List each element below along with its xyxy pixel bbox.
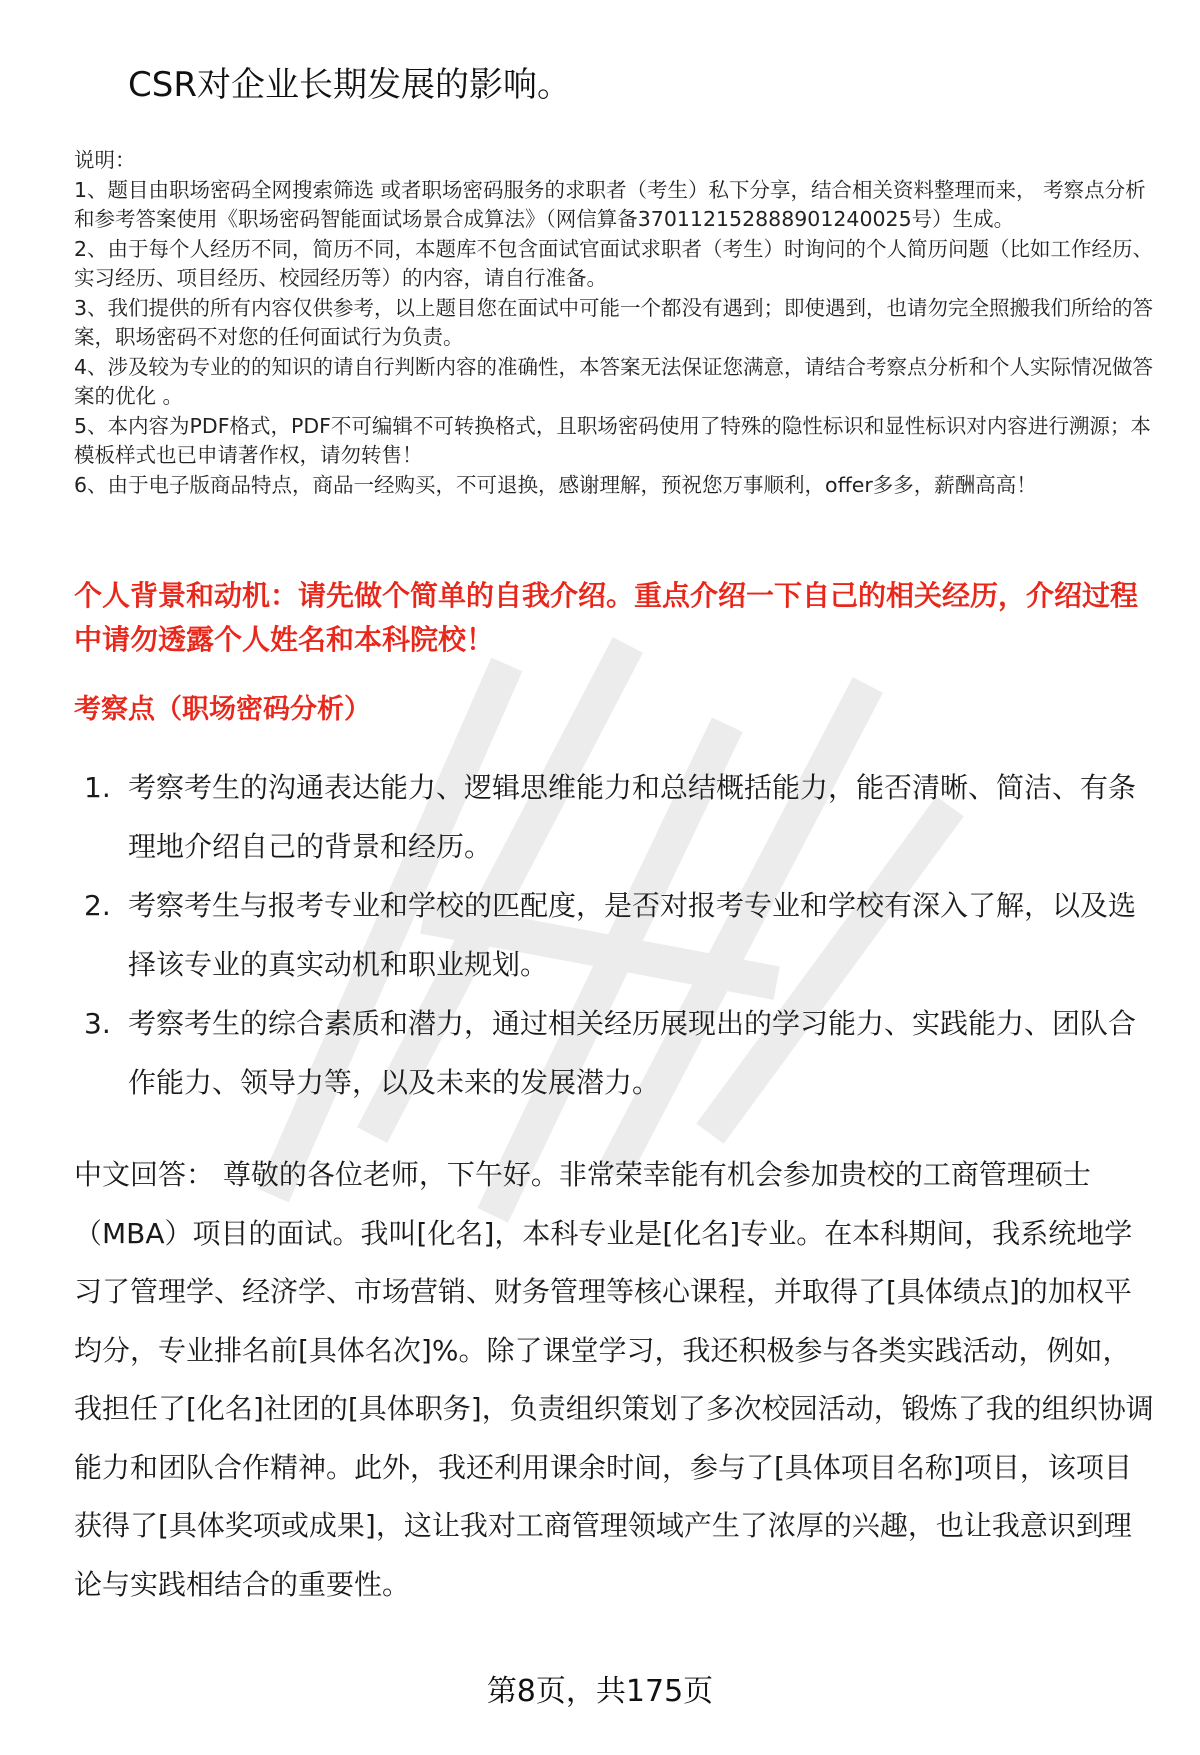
analysis-point [74, 876, 1154, 994]
analysis-point [74, 758, 1154, 876]
note-item: 4、涉及较为专业的的知识的请自行判断内容的准确性，本答案无法保证您满意，请结合考察点分析和个人实际情况做答案的优化 。 [74, 354, 1154, 408]
note-item: 5、本内容为PDF格式，PDF不可编辑不可转换格式，且职场密码使用了特殊的隐性标识和显性标识对内容进行溯源；本模板样式也已申请著作权，请勿转售！ [74, 413, 1151, 467]
note-item: 1、题目由职场密码全网搜索筛选 或者职场密码服务的求职者（考生）私下分享，结合相关资料整理而来， 考察点分析和参考答案使用《职场密码智能面试场景合成算法》（网信算备370112152888901240025号）生成。 [74, 177, 1146, 231]
note-item: 2、由于每个人经历不同，简历不同，本题库不包含面试官面试求职者（考生）时询问的个人简历问题（比如工作经历、实习经历、项目经历、校园经历等）的内容，请自行准备。 [74, 236, 1154, 290]
point-number: 1. [84, 771, 111, 804]
note-item: 6、由于电子版商品特点，商品一经购买，不可退换，感谢理解，预祝您万事顺利，offer多多，薪酬高高！ [74, 472, 1037, 497]
point-text: 考察考生与报考专业和学校的匹配度，是否对报考专业和学校有深入了解，以及选择该专业的真实动机和职业规划。 [128, 889, 1137, 981]
note-item: 3、我们提供的所有内容仅供参考，以上题目您在面试中可能一个都没有遇到；即使遇到，也请勿完全照搬我们所给的答案，职场密码不对您的任何面试行为负责。 [74, 295, 1154, 349]
point-text: 考察考生的沟通表达能力、逻辑思维能力和总结概括能力，能否清晰、简洁、有条理地介绍自己的背景和经历。 [128, 771, 1137, 863]
interview-question: 个人背景和动机：请先做个简单的自我介绍。重点介绍一下自己的相关经历，介绍过程中请勿透露个人姓名和本科院校！ [74, 579, 1139, 656]
point-text: 考察考生的综合素质和潜力，通过相关经历展现出的学习能力、实践能力、团队合作能力、领导力等，以及未来的发展潜力。 [128, 1007, 1137, 1099]
notes-label: 说明： [74, 148, 136, 172]
analysis-points-list [74, 758, 1154, 1112]
point-number: 2. [84, 889, 111, 922]
page-number: 第8页，共175页 [486, 1674, 714, 1709]
point-number: 3. [84, 1007, 111, 1040]
notes-section [74, 146, 1154, 500]
analysis-point [74, 994, 1154, 1112]
analysis-title: 考察点（职场密码分析） [74, 694, 371, 725]
answer-text: 中文回答： 尊敬的各位老师，下午好。非常荣幸能有机会参加贵校的工商管理硕士（MBA）项目的面试。我叫[化名]，本科专业是[化名]专业。在本科期间，我系统地学习了管理学、经济学、市场营销、财务管理等核心课程，并取得了[具体绩点]的加权平均分，专业排名前[具体名次]%。除了课堂学习，我还积极参与各类实践活动，例如，我担任了[化名]社团的[具体职务]，负责组织策划了多次校园活动，锻炼了我的组织协调能力和团队合作精神。此外，我还利用课余时间，参与了[具体项目名称]项目，该项目获得了[具体奖项或成果]，这让我对工商管理领域产生了浓厚的兴趣，也让我意识到理论与实践相结合的重要性。 [74, 1158, 1154, 1601]
page-title: CSR对企业长期发展的影响。 [128, 65, 571, 105]
